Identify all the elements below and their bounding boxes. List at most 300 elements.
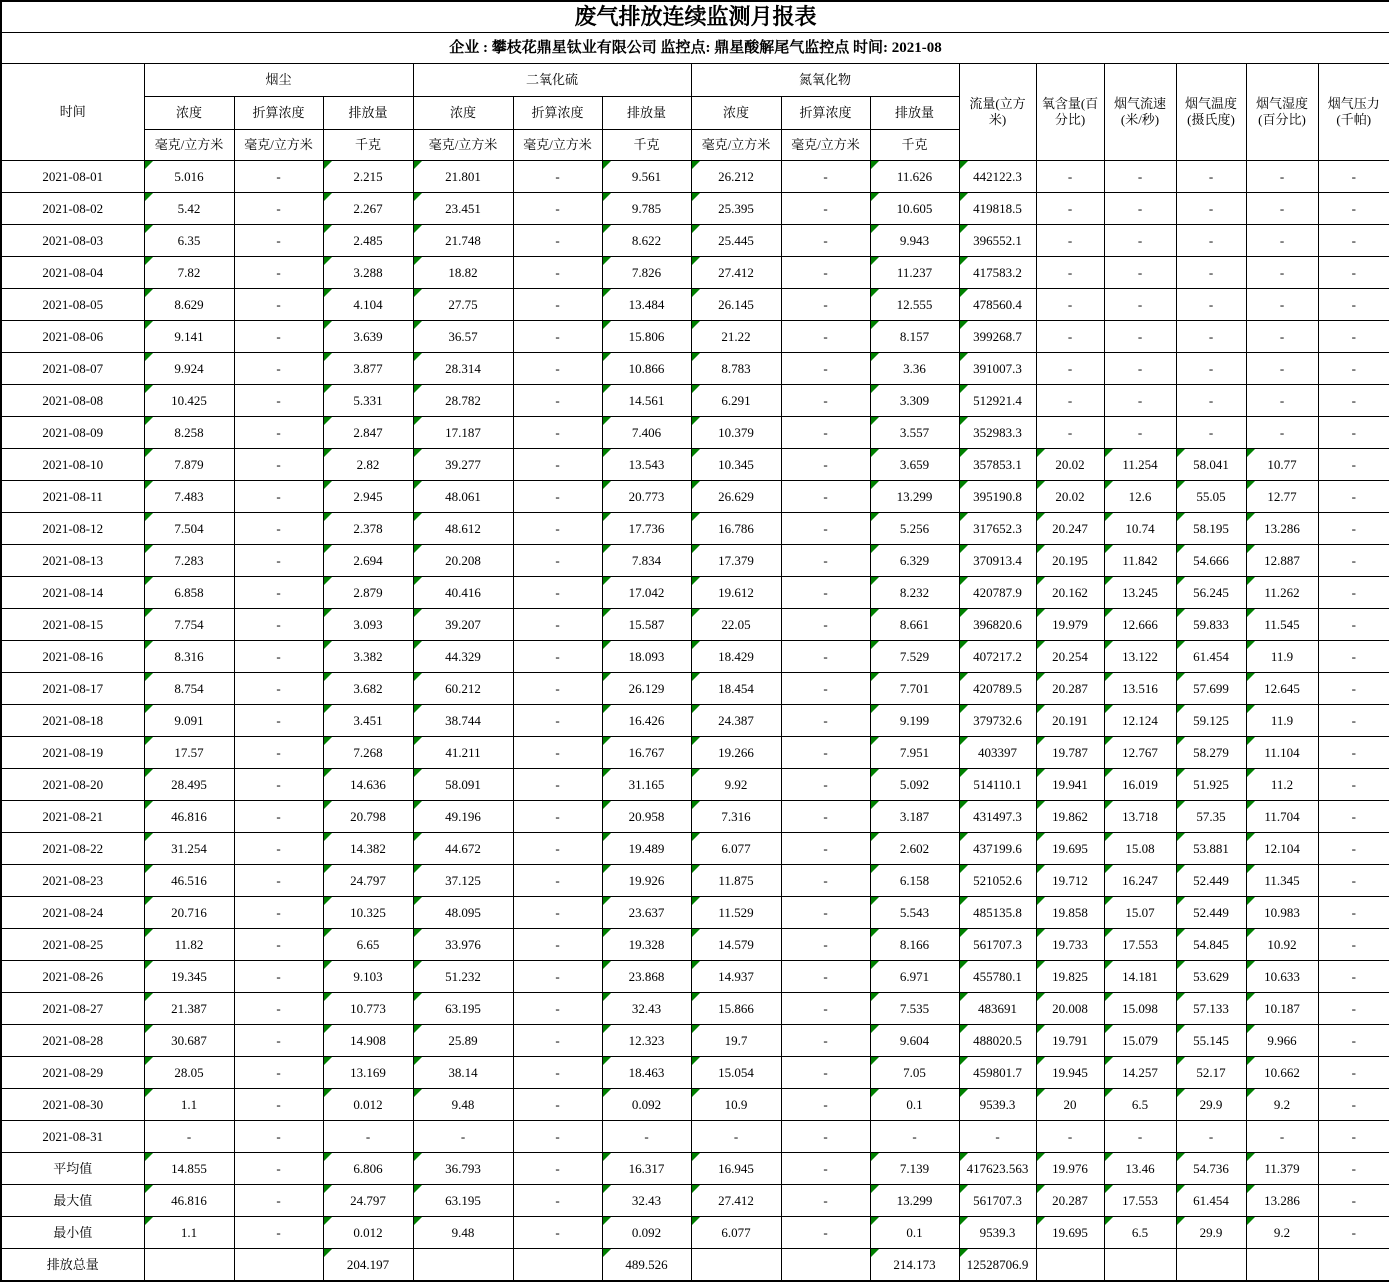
data-cell: - (781, 801, 870, 833)
data-cell: 6.5 (1104, 1089, 1176, 1121)
data-cell: 19.791 (1036, 1025, 1104, 1057)
col-header-flow: 流量(立方米) (959, 64, 1036, 161)
data-cell: 9.48 (413, 1217, 513, 1249)
data-cell: 15.866 (691, 993, 781, 1025)
data-cell: - (1318, 993, 1389, 1025)
data-cell: 6.077 (691, 833, 781, 865)
data-cell: - (513, 289, 602, 321)
data-cell: 10.9 (691, 1089, 781, 1121)
data-cell: 16.019 (1104, 769, 1176, 801)
row-label: 2021-08-14 (1, 577, 144, 609)
data-cell: 29.9 (1176, 1217, 1246, 1249)
data-cell: 53.629 (1176, 961, 1246, 993)
data-cell: - (781, 353, 870, 385)
data-cell: 459801.7 (959, 1057, 1036, 1089)
table-row (1, 1057, 1389, 1089)
data-cell: - (234, 417, 323, 449)
data-cell: 19.695 (1036, 1217, 1104, 1249)
data-cell: 7.268 (323, 737, 413, 769)
data-cell: 7.535 (870, 993, 959, 1025)
table-row (1, 161, 1389, 193)
data-cell: - (1104, 385, 1176, 417)
data-cell: 58.041 (1176, 449, 1246, 481)
data-cell: 19.862 (1036, 801, 1104, 833)
data-cell: 57.35 (1176, 801, 1246, 833)
data-cell: 7.316 (691, 801, 781, 833)
data-cell: - (781, 993, 870, 1025)
data-cell: 10.92 (1246, 929, 1318, 961)
data-cell: 17.736 (602, 513, 691, 545)
data-cell: - (513, 449, 602, 481)
data-cell: 13.299 (870, 481, 959, 513)
data-cell: - (234, 641, 323, 673)
data-cell: 28.314 (413, 353, 513, 385)
col-header-emission: 排放量 (323, 97, 413, 130)
data-cell: - (1318, 961, 1389, 993)
data-cell: 1.1 (144, 1089, 234, 1121)
data-cell: 2.879 (323, 577, 413, 609)
data-cell: 10.74 (1104, 513, 1176, 545)
data-cell: 11.545 (1246, 609, 1318, 641)
data-cell: 6.077 (691, 1217, 781, 1249)
data-cell: 379732.6 (959, 705, 1036, 737)
data-cell: 31.165 (602, 769, 691, 801)
col-header-oxygen-content: 氧含量(百分比) (1036, 64, 1104, 161)
data-cell: 18.454 (691, 673, 781, 705)
row-label: 2021-08-18 (1, 705, 144, 737)
data-cell: - (1318, 513, 1389, 545)
data-cell: 39.207 (413, 609, 513, 641)
data-cell: 15.587 (602, 609, 691, 641)
data-cell: 3.557 (870, 417, 959, 449)
unit-mg-per-m3: 毫克/立方米 (144, 130, 234, 161)
col-header-gas-temperature: 烟气温度(摄氏度) (1176, 64, 1246, 161)
data-cell: - (1318, 545, 1389, 577)
data-cell: 11.82 (144, 929, 234, 961)
data-cell: - (513, 769, 602, 801)
data-cell: 28.05 (144, 1057, 234, 1089)
data-cell: - (513, 353, 602, 385)
data-cell: 7.879 (144, 449, 234, 481)
data-cell: - (1318, 673, 1389, 705)
data-cell: 54.666 (1176, 545, 1246, 577)
data-cell: 46.816 (144, 1185, 234, 1217)
data-cell: 419818.5 (959, 193, 1036, 225)
table-row (1, 449, 1389, 481)
data-cell: 7.283 (144, 545, 234, 577)
data-cell: - (513, 481, 602, 513)
data-cell: 5.092 (870, 769, 959, 801)
data-cell: 11.379 (1246, 1153, 1318, 1185)
data-cell: 28.495 (144, 769, 234, 801)
data-cell: 20.958 (602, 801, 691, 833)
row-label: 平均值 (1, 1153, 144, 1185)
data-cell: 12.767 (1104, 737, 1176, 769)
data-cell: 11.237 (870, 257, 959, 289)
row-label: 2021-08-31 (1, 1121, 144, 1153)
data-cell: 396552.1 (959, 225, 1036, 257)
data-cell: - (234, 801, 323, 833)
data-cell: 21.387 (144, 993, 234, 1025)
row-label: 2021-08-22 (1, 833, 144, 865)
data-cell: - (1246, 417, 1318, 449)
data-cell: 6.806 (323, 1153, 413, 1185)
data-cell: - (513, 961, 602, 993)
data-cell: 13.286 (1246, 1185, 1318, 1217)
data-cell: 32.43 (602, 993, 691, 1025)
data-cell: 2.694 (323, 545, 413, 577)
data-cell: - (234, 1089, 323, 1121)
data-cell: 485135.8 (959, 897, 1036, 929)
data-cell: 6.158 (870, 865, 959, 897)
data-cell: - (1104, 417, 1176, 449)
table-row (1, 865, 1389, 897)
data-cell: - (1318, 865, 1389, 897)
row-label: 2021-08-09 (1, 417, 144, 449)
table-row (1, 321, 1389, 353)
data-cell: 10.325 (323, 897, 413, 929)
data-cell: - (234, 929, 323, 961)
data-cell: 32.43 (602, 1185, 691, 1217)
data-cell: 12.887 (1246, 545, 1318, 577)
data-cell: - (1318, 449, 1389, 481)
data-cell: 21.748 (413, 225, 513, 257)
data-cell: 57.133 (1176, 993, 1246, 1025)
data-cell: - (1176, 321, 1246, 353)
data-cell: 26.629 (691, 481, 781, 513)
data-cell: 19.489 (602, 833, 691, 865)
data-cell: 3.451 (323, 705, 413, 737)
data-cell: 44.329 (413, 641, 513, 673)
row-label: 2021-08-11 (1, 481, 144, 513)
data-cell: 31.254 (144, 833, 234, 865)
data-cell: - (513, 929, 602, 961)
data-cell: 17.553 (1104, 929, 1176, 961)
data-cell: 58.195 (1176, 513, 1246, 545)
data-cell: 19.712 (1036, 865, 1104, 897)
data-cell: 13.169 (323, 1057, 413, 1089)
data-cell: 11.626 (870, 161, 959, 193)
table-row (1, 609, 1389, 641)
data-cell: - (513, 673, 602, 705)
data-cell: 41.211 (413, 737, 513, 769)
data-cell: - (1318, 577, 1389, 609)
data-cell: - (513, 193, 602, 225)
data-cell: 9.2 (1246, 1217, 1318, 1249)
data-cell: - (513, 1185, 602, 1217)
data-cell: - (234, 481, 323, 513)
data-cell: 2.82 (323, 449, 413, 481)
data-cell: - (1318, 225, 1389, 257)
data-cell: 4.104 (323, 289, 413, 321)
col-header-emission: 排放量 (602, 97, 691, 130)
row-label: 2021-08-10 (1, 449, 144, 481)
data-cell: - (781, 1153, 870, 1185)
data-cell: 561707.3 (959, 929, 1036, 961)
data-cell: - (781, 673, 870, 705)
data-cell: - (870, 1121, 959, 1153)
table-row (1, 545, 1389, 577)
data-cell: 0.092 (602, 1089, 691, 1121)
data-cell: 403397 (959, 737, 1036, 769)
col-header-converted-concentration: 折算浓度 (513, 97, 602, 130)
data-cell: 13.286 (1246, 513, 1318, 545)
data-cell: 58.091 (413, 769, 513, 801)
data-cell: 12528706.9 (959, 1249, 1036, 1282)
data-cell: 9.966 (1246, 1025, 1318, 1057)
col-group-dust: 烟尘 (144, 64, 413, 97)
data-cell: 51.232 (413, 961, 513, 993)
unit-mg-per-m3: 毫克/立方米 (781, 130, 870, 161)
data-cell: - (234, 321, 323, 353)
data-cell: - (234, 1185, 323, 1217)
data-cell: - (1318, 1185, 1389, 1217)
data-cell: 20.247 (1036, 513, 1104, 545)
data-cell: 16.786 (691, 513, 781, 545)
data-cell: - (781, 1057, 870, 1089)
data-cell: 483691 (959, 993, 1036, 1025)
data-cell: 19.733 (1036, 929, 1104, 961)
data-cell: 16.247 (1104, 865, 1176, 897)
data-cell: - (1318, 1057, 1389, 1089)
data-cell: 23.637 (602, 897, 691, 929)
data-cell: 15.07 (1104, 897, 1176, 929)
data-cell: - (1318, 609, 1389, 641)
data-cell: 48.095 (413, 897, 513, 929)
data-cell: 5.42 (144, 193, 234, 225)
row-label: 2021-08-13 (1, 545, 144, 577)
data-cell: - (1104, 193, 1176, 225)
data-cell: 19.266 (691, 737, 781, 769)
data-cell: 12.77 (1246, 481, 1318, 513)
data-cell: - (1176, 225, 1246, 257)
data-cell: - (513, 1025, 602, 1057)
data-cell: 11.704 (1246, 801, 1318, 833)
table-row (1, 417, 1389, 449)
data-cell: 478560.4 (959, 289, 1036, 321)
data-cell: 19.976 (1036, 1153, 1104, 1185)
data-cell: - (1104, 353, 1176, 385)
data-cell: 8.258 (144, 417, 234, 449)
data-cell: 357853.1 (959, 449, 1036, 481)
col-header-emission: 排放量 (870, 97, 959, 130)
data-cell: 19.695 (1036, 833, 1104, 865)
unit-kg: 千克 (602, 130, 691, 161)
data-cell: 18.82 (413, 257, 513, 289)
data-cell: 8.622 (602, 225, 691, 257)
data-cell: - (513, 1153, 602, 1185)
data-cell: - (691, 1121, 781, 1153)
data-cell: - (234, 961, 323, 993)
data-cell: - (781, 769, 870, 801)
data-cell: 6.5 (1104, 1217, 1176, 1249)
row-label: 2021-08-30 (1, 1089, 144, 1121)
data-cell: 57.699 (1176, 673, 1246, 705)
row-label: 最大值 (1, 1185, 144, 1217)
data-cell: 15.806 (602, 321, 691, 353)
data-cell: 9.924 (144, 353, 234, 385)
data-cell: 20.195 (1036, 545, 1104, 577)
data-cell: - (1318, 1089, 1389, 1121)
page-title: 废气排放连续监测月报表 (1, 1, 1389, 33)
data-cell: 20.162 (1036, 577, 1104, 609)
data-cell: - (1104, 1121, 1176, 1153)
data-cell: - (234, 449, 323, 481)
data-cell: - (781, 577, 870, 609)
row-label: 2021-08-05 (1, 289, 144, 321)
data-cell: - (234, 353, 323, 385)
data-cell: 54.736 (1176, 1153, 1246, 1185)
data-cell: - (513, 545, 602, 577)
data-cell: - (1318, 161, 1389, 193)
data-cell: 7.406 (602, 417, 691, 449)
data-cell: 30.687 (144, 1025, 234, 1057)
data-cell: 396820.6 (959, 609, 1036, 641)
data-cell: 488020.5 (959, 1025, 1036, 1057)
data-cell: - (1246, 1121, 1318, 1153)
data-cell: 17.553 (1104, 1185, 1176, 1217)
data-cell: - (1036, 321, 1104, 353)
data-cell: 21.22 (691, 321, 781, 353)
data-cell: 3.309 (870, 385, 959, 417)
data-cell (1104, 1249, 1176, 1282)
data-cell (1246, 1249, 1318, 1282)
table-row (1, 833, 1389, 865)
data-cell: 3.36 (870, 353, 959, 385)
data-cell: 19.979 (1036, 609, 1104, 641)
col-header-gas-humidity: 烟气湿度(百分比) (1246, 64, 1318, 161)
table-row (1, 705, 1389, 737)
data-cell: 10.77 (1246, 449, 1318, 481)
data-cell: 20.773 (602, 481, 691, 513)
data-cell: 12.666 (1104, 609, 1176, 641)
unit-mg-per-m3: 毫克/立方米 (413, 130, 513, 161)
data-cell: 20.191 (1036, 705, 1104, 737)
data-cell (144, 1249, 234, 1282)
data-cell: 52.17 (1176, 1057, 1246, 1089)
data-cell: 9.92 (691, 769, 781, 801)
data-cell: 12.645 (1246, 673, 1318, 705)
data-cell: - (1318, 1121, 1389, 1153)
data-cell: - (781, 225, 870, 257)
table-row (1, 353, 1389, 385)
data-cell: - (602, 1121, 691, 1153)
data-cell: 2.378 (323, 513, 413, 545)
data-cell: 27.412 (691, 1185, 781, 1217)
data-cell: - (1246, 321, 1318, 353)
data-cell: 20.02 (1036, 449, 1104, 481)
data-cell: 20.008 (1036, 993, 1104, 1025)
data-cell: 46.816 (144, 801, 234, 833)
data-cell: - (781, 705, 870, 737)
data-cell: 9.785 (602, 193, 691, 225)
row-label: 2021-08-19 (1, 737, 144, 769)
data-cell: 7.701 (870, 673, 959, 705)
data-cell: 3.187 (870, 801, 959, 833)
data-cell: 61.454 (1176, 641, 1246, 673)
data-cell: 15.08 (1104, 833, 1176, 865)
data-cell: - (1318, 897, 1389, 929)
data-cell: 14.561 (602, 385, 691, 417)
data-cell: 52.449 (1176, 865, 1246, 897)
data-cell: - (781, 193, 870, 225)
data-cell: 19.328 (602, 929, 691, 961)
data-cell (234, 1249, 323, 1282)
row-label: 2021-08-15 (1, 609, 144, 641)
data-cell: 3.093 (323, 609, 413, 641)
data-cell: 48.061 (413, 481, 513, 513)
data-cell: 214.173 (870, 1249, 959, 1282)
data-cell: 9.604 (870, 1025, 959, 1057)
table-row (1, 961, 1389, 993)
data-cell: 6.858 (144, 577, 234, 609)
data-cell: 5.016 (144, 161, 234, 193)
data-cell: - (1104, 257, 1176, 289)
data-cell: 420789.5 (959, 673, 1036, 705)
col-header-concentration: 浓度 (144, 97, 234, 130)
col-header-converted-concentration: 折算浓度 (781, 97, 870, 130)
data-cell: - (513, 321, 602, 353)
data-cell: 59.125 (1176, 705, 1246, 737)
data-cell: - (513, 1089, 602, 1121)
data-cell: - (234, 1217, 323, 1249)
table-row (1, 673, 1389, 705)
data-cell (1176, 1249, 1246, 1282)
data-cell: - (234, 1025, 323, 1057)
data-cell: 29.9 (1176, 1089, 1246, 1121)
table-row (1, 1249, 1389, 1282)
data-cell: - (234, 289, 323, 321)
data-cell: 514110.1 (959, 769, 1036, 801)
data-cell (781, 1249, 870, 1282)
data-cell: - (781, 609, 870, 641)
unit-mg-per-m3: 毫克/立方米 (513, 130, 602, 161)
data-cell: - (513, 513, 602, 545)
data-cell: 46.516 (144, 865, 234, 897)
data-cell (691, 1249, 781, 1282)
row-label: 2021-08-24 (1, 897, 144, 929)
data-cell: 8.661 (870, 609, 959, 641)
data-cell: - (234, 609, 323, 641)
data-cell: 391007.3 (959, 353, 1036, 385)
col-header-gas-speed: 烟气流速(米/秒) (1104, 64, 1176, 161)
data-cell: - (781, 865, 870, 897)
row-label: 2021-08-04 (1, 257, 144, 289)
data-cell: 10.425 (144, 385, 234, 417)
data-cell: 11.262 (1246, 577, 1318, 609)
data-cell: 19.825 (1036, 961, 1104, 993)
data-cell: - (513, 801, 602, 833)
row-label: 2021-08-25 (1, 929, 144, 961)
data-cell: 56.245 (1176, 577, 1246, 609)
data-cell: 12.6 (1104, 481, 1176, 513)
data-cell: - (781, 161, 870, 193)
data-cell: 7.05 (870, 1057, 959, 1089)
data-cell: 7.504 (144, 513, 234, 545)
data-cell: - (1104, 289, 1176, 321)
data-cell: 8.166 (870, 929, 959, 961)
data-cell: - (234, 993, 323, 1025)
data-cell: 11.842 (1104, 545, 1176, 577)
data-cell: 18.463 (602, 1057, 691, 1089)
data-cell: - (1318, 769, 1389, 801)
data-cell: 17.57 (144, 737, 234, 769)
data-cell: - (513, 897, 602, 929)
data-cell: - (1176, 1121, 1246, 1153)
data-cell: 20.287 (1036, 1185, 1104, 1217)
data-cell: 5.256 (870, 513, 959, 545)
data-cell: - (1176, 417, 1246, 449)
